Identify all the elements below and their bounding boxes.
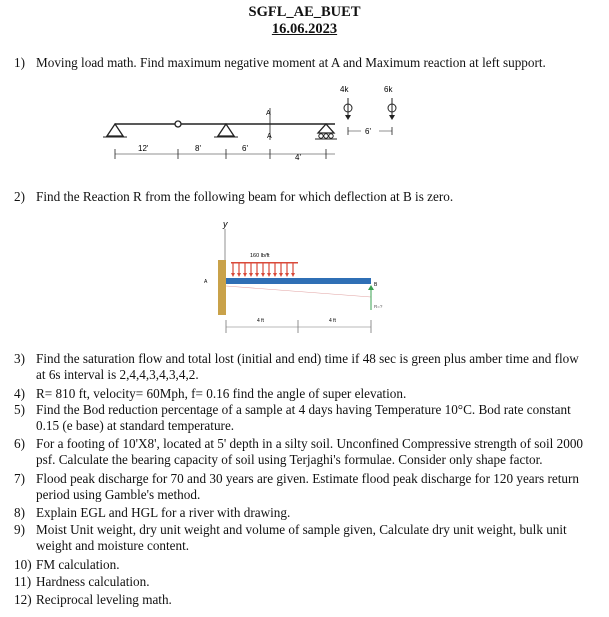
question-text: R= 810 ft, velocity= 60Mph, f= 0.16 find the angle of super elevation. [36, 386, 407, 401]
question-text: Explain EGL and HGL for a river with drawing. [36, 505, 291, 520]
question-text-cont: psf. Calculate the bearing capacity of soil using Terjaghi's formulae. Consider only shape factor. [36, 452, 543, 467]
question-text: Moist Unit weight, dry unit weight and volume of sample given, Calculate dry unit weight, bulk unit [36, 522, 567, 537]
dim-4ft-left-label: 4 ft [257, 318, 264, 324]
length-dimensions [226, 318, 371, 333]
exam-date-text: 16.06.2023 [271, 21, 338, 37]
span-6-label: 6' [242, 144, 248, 153]
question-text: Hardness calculation. [36, 574, 150, 589]
load-6k-label: 6k [384, 85, 393, 94]
question-number: 1) [14, 55, 25, 70]
load-4k-label: 4k [340, 85, 349, 94]
pin-support-middle-icon [214, 124, 238, 137]
distributed-load-label: 160 lb/ft [250, 253, 270, 259]
roller-support-right-icon [315, 124, 337, 139]
distributed-load-arrows [231, 262, 298, 277]
question-number: 8) [14, 505, 25, 520]
reaction-label: R=? [374, 304, 383, 309]
point-a-label: A [266, 110, 271, 117]
exam-date [0, 21, 609, 38]
fixed-wall [218, 260, 226, 315]
point-a-label: A [204, 279, 208, 285]
question-number: 10) [14, 557, 32, 572]
question-text: FM calculation. [36, 557, 120, 572]
load-spacing-label: 6' [365, 127, 371, 136]
question-number: 5) [14, 402, 25, 417]
span-8-label: 8' [195, 144, 201, 153]
question-text-cont: at 6s interval is 2,4,4,3,4,3,4,2. [36, 367, 199, 382]
question-text: Find the Reaction R from the following beam for which deflection at B is zero. [36, 189, 454, 204]
question-text: Moving load math. Find maximum negative moment at A and Maximum reaction at left support. [36, 55, 546, 70]
question-number: 9) [14, 522, 25, 537]
deflected-shape-line [226, 286, 371, 297]
span-dimensions [115, 144, 335, 162]
beam [226, 278, 371, 284]
dim-4ft-right-label: 4 ft [329, 318, 336, 324]
question-text: Reciprocal leveling math. [36, 592, 172, 607]
load-spacing-dimension [348, 126, 392, 136]
question-text: For a footing of 10'X8', located at 5' depth in a silty soil. Unconfined Compressive strength of soil 2000 [36, 436, 584, 451]
question-number: 3) [14, 351, 25, 366]
point-a-label-lower: A [267, 133, 272, 140]
question-number: 12) [14, 592, 32, 607]
hinge-icon [175, 121, 181, 127]
exam-title: SGFL_AE_BUET [248, 4, 361, 20]
question-text: Flood peak discharge for 70 and 30 years are given. Estimate flood peak discharge for 120 years return [36, 471, 579, 486]
load-6k-arrow-icon [388, 98, 396, 120]
question-text: Find the saturation flow and total lost (initial and end) time if 48 sec is green plus amber time and flow [36, 351, 579, 366]
question-text-cont: 0.15 (e base) at standard temperature. [36, 418, 235, 433]
question-number: 6) [14, 436, 25, 451]
cantilever-beam-figure [195, 215, 415, 345]
point-b-label: B [374, 282, 378, 288]
question-text: Find the Bod reduction percentage of a sample at 4 days having Temperature 10°C. Bod rate constant [36, 402, 571, 417]
span-12-label: 12' [138, 144, 149, 153]
question-text-cont: weight and moisture content. [36, 538, 190, 553]
moving-load-beam-figure [95, 82, 435, 172]
question-text-cont: period using Gamble's method. [36, 487, 201, 502]
question-number: 7) [14, 471, 25, 486]
question-number: 2) [14, 189, 25, 204]
question-number: 11) [14, 574, 32, 589]
y-axis-label: y [223, 219, 228, 229]
pin-support-left-icon [103, 124, 127, 137]
question-number: 4) [14, 386, 25, 401]
span-4-label: 4' [295, 153, 301, 162]
load-4k-arrow-icon [344, 98, 352, 120]
